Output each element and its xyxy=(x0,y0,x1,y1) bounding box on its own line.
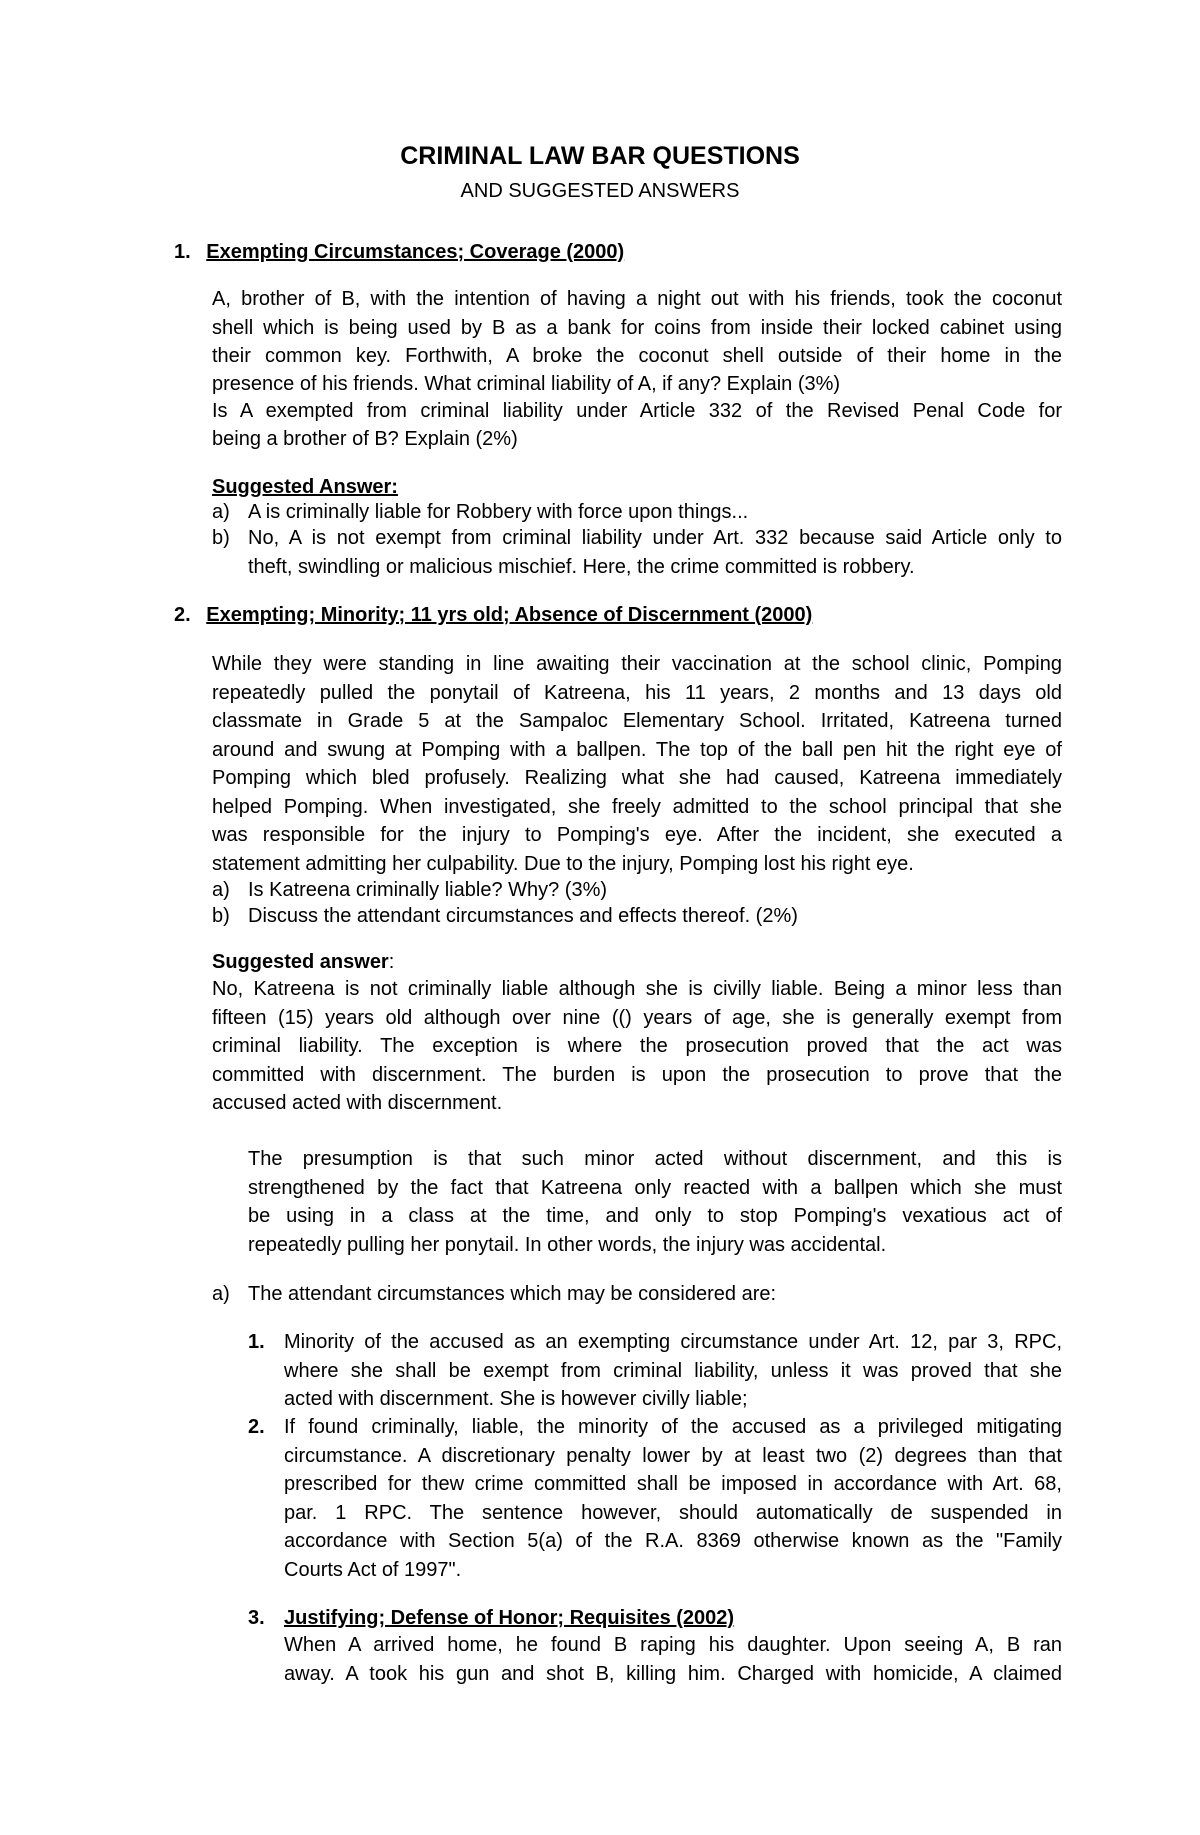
answer-line: No, A is not exempt from criminal liability under Art. 332 because said Article only to xyxy=(248,527,1062,549)
question-3-heading xyxy=(284,1604,734,1632)
question-3-body xyxy=(284,1631,1062,1688)
question-2-heading xyxy=(174,601,812,629)
circumstance-1 xyxy=(284,1328,1062,1414)
question-2-sub-b: Discuss the attendant circumstances and effects thereof. (2%) xyxy=(248,905,798,927)
question-2-line: classmate in Grade 5 at the Sampaloc Elementary School. Irritated, Katreena turned xyxy=(212,710,1062,732)
circumstance-line: acted with discernment. She is however civilly liable; xyxy=(284,1388,748,1410)
question-3-title: Justifying; Defense of Honor; Requisites (2002) xyxy=(284,1607,735,1629)
document-title: CRIMINAL LAW BAR QUESTIONS xyxy=(400,142,800,170)
question-2-title: Exempting; Minority; 11 yrs old; Absence of Discernment (2000) xyxy=(206,604,813,626)
question-1-line: presence of his friends. What criminal liability of A, if any? Explain (3%) xyxy=(212,372,841,395)
question-2-line: repeatedly pulled the ponytail of Katreena, his 11 years, 2 months and 13 days old xyxy=(212,681,1062,704)
question-1-line: their common key. Forthwith, A broke the coconut shell outside of their home in the xyxy=(212,345,1062,367)
question-2-sub-a-label: a) xyxy=(212,879,230,901)
question-2-sub-a: Is Katreena criminally liable? Why? (3%) xyxy=(248,879,608,901)
question-1-answer-a-label: a) xyxy=(212,501,230,523)
circumstance-line: where she shall be exempt from criminal liability, unless it was proved that she xyxy=(284,1359,1062,1382)
circumstance-2-number: 2. xyxy=(248,1416,265,1438)
answer-line: accused acted with discernment. xyxy=(212,1092,503,1114)
answer-line: A is criminally liable for Robbery with force upon things... xyxy=(248,501,749,523)
question-1-answer-a xyxy=(248,498,1062,527)
question-3-number: 3. xyxy=(248,1607,265,1629)
question-1-title: Exempting Circumstances; Coverage (2000) xyxy=(206,241,625,263)
document-subtitle: AND SUGGESTED ANSWERS xyxy=(460,180,740,202)
circumstance-line: circumstance. A discretionary penalty lower by at least two (2) degrees than that xyxy=(284,1444,1062,1467)
question-2-suggested-label: Suggested answer xyxy=(212,951,389,973)
question-1-line: shell which is being used by B as a bank for coins from inside their locked cabinet using xyxy=(212,316,1062,339)
question-2-presumption xyxy=(248,1145,1062,1259)
circumstance-2 xyxy=(284,1413,1062,1584)
question-2-line: Pomping which bled profusely. Realizing what she had caused, Katreena immediately xyxy=(212,767,1062,789)
presumption-line: repeatedly pulling her ponytail. In other words, the injury was accidental. xyxy=(248,1233,887,1256)
attendant-text: The attendant circumstances which may be considered are: xyxy=(248,1283,777,1305)
question-2-body xyxy=(212,650,1062,878)
question-2-number: 2. xyxy=(174,604,191,626)
question-1-answer-b xyxy=(248,524,1062,581)
circumstance-line: accordance with Section 5(a) of the R.A. 8369 otherwise known as the "Family xyxy=(284,1530,1062,1552)
question-2-line: was responsible for the injury to Pomping's eye. After the incident, she executed a xyxy=(212,824,1062,846)
answer-line: criminal liability. The exception is where the prosecution proved that the act was xyxy=(212,1035,1062,1057)
question-1-suggested-label: Suggested Answer: xyxy=(212,476,398,498)
question-2-suggested-heading xyxy=(212,948,394,977)
question-2-suggested-colon: : xyxy=(388,951,395,973)
question-1-body xyxy=(212,285,1062,453)
circumstance-line: If found criminally, liable, the minority of the accused as a privileged mitigating xyxy=(284,1416,1062,1438)
presumption-line: The presumption is that such minor acted without discernment, and this is xyxy=(248,1148,1062,1170)
question-3-line: When A arrived home, he found B raping his daughter. Upon seeing A, B ran xyxy=(284,1634,1062,1656)
question-2-sub-b-label: b) xyxy=(212,905,230,927)
question-2-answer xyxy=(212,975,1062,1118)
answer-line: fifteen (15) years old although over nine (() years of age, she is generally exempt from xyxy=(212,1006,1062,1029)
circumstance-1-number: 1. xyxy=(248,1331,265,1353)
question-1-line: A, brother of B, with the intention of having a night out with his friends, took the coconut xyxy=(212,288,1062,310)
circumstance-line: par. 1 RPC. The sentence however, should automatically de suspended in xyxy=(284,1501,1062,1524)
question-1-heading xyxy=(174,238,624,266)
presumption-line: be using in a class at the time, and only to stop Pomping's vexatious act of xyxy=(248,1205,1062,1227)
question-1-line: Is A exempted from criminal liability under Article 332 of the Revised Penal Code for xyxy=(212,399,1062,422)
question-1-answer-b-label: b) xyxy=(212,527,230,549)
question-1-line: being a brother of B? Explain (2%) xyxy=(212,427,518,450)
answer-line: No, Katreena is not criminally liable although she is civilly liable. Being a minor less than xyxy=(212,978,1062,1000)
question-2-line: helped Pomping. When investigated, she freely admitted to the school principal that she xyxy=(212,795,1062,818)
attendant-label: a) xyxy=(212,1283,230,1305)
presumption-line: strengthened by the fact that Katreena only reacted with a ballpen which she must xyxy=(248,1176,1062,1199)
answer-line: theft, swindling or malicious mischief. Here, the crime committed is robbery. xyxy=(248,555,915,578)
circumstance-line: Courts Act of 1997". xyxy=(284,1558,462,1581)
question-2-line: around and swung at Pomping with a ballpen. The top of the ball pen hit the right eye of xyxy=(212,738,1062,761)
circumstance-line: Minority of the accused as an exempting circumstance under Art. 12, par 3, RPC, xyxy=(284,1331,1062,1353)
question-2-line: statement admitting her culpability. Due to the injury, Pomping lost his right eye. xyxy=(212,852,914,875)
question-3-line: away. A took his gun and shot B, killing him. Charged with homicide, A claimed xyxy=(284,1662,1062,1685)
question-1-number: 1. xyxy=(174,241,191,263)
answer-line: committed with discernment. The burden is upon the prosecution to prove that the xyxy=(212,1063,1062,1086)
circumstance-line: prescribed for thew crime committed shall be imposed in accordance with Art. 68, xyxy=(284,1473,1062,1495)
question-2-line: While they were standing in line awaiting their vaccination at the school clinic, Pomping xyxy=(212,653,1062,675)
